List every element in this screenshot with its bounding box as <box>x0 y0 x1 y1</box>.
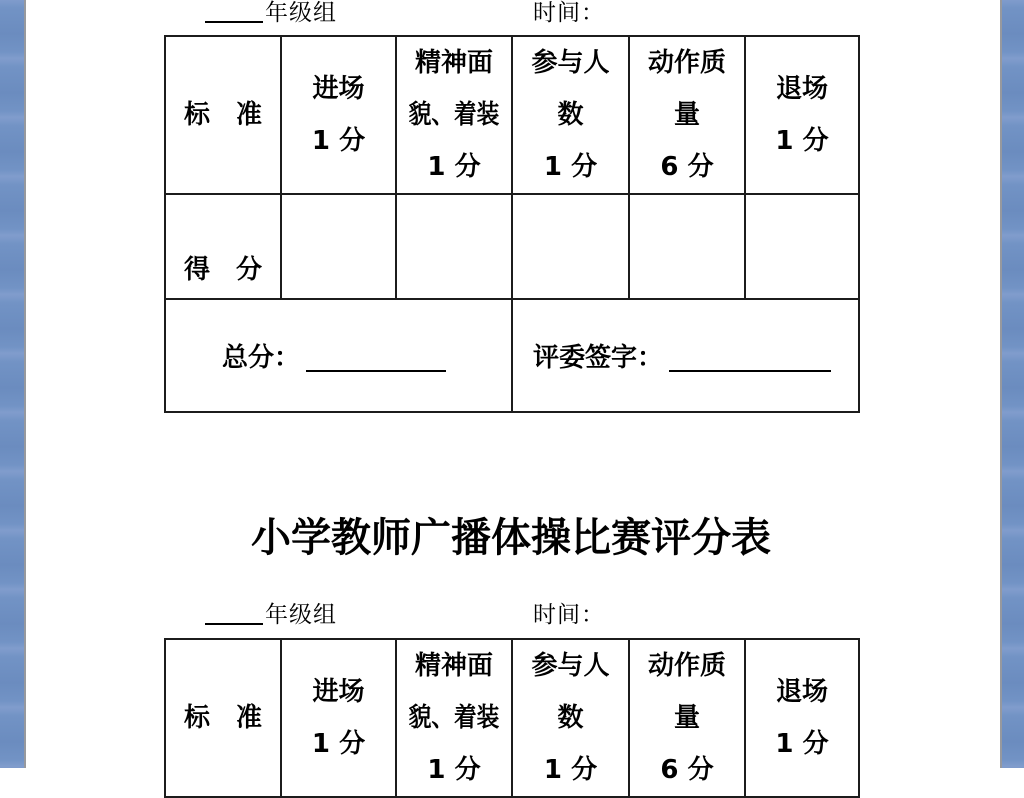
header-cell-participants: 参与人 数 1 分 <box>512 36 629 194</box>
score-participants-cell <box>512 194 629 299</box>
header-row <box>165 36 859 194</box>
header-cell-exit: 退场 1 分 <box>745 639 859 797</box>
grade-blank-line <box>205 21 263 23</box>
time-label: 时间： <box>533 602 605 627</box>
total-label: 总分： <box>222 343 301 373</box>
header-cell-entry: 进场 1 分 <box>281 639 396 797</box>
header-cell-quality: 动作质 量 6 分 <box>629 36 745 194</box>
total-blank-line <box>306 368 446 372</box>
background-right-strip <box>1000 0 1024 768</box>
judge-signature-cell <box>512 299 859 412</box>
score-appearance-cell <box>396 194 512 299</box>
time-label: 时间： <box>533 0 605 25</box>
header-cell-participants: 参与人 数 1 分 <box>512 639 629 797</box>
signature-label: 评委签字： <box>533 343 664 373</box>
score-entry-cell <box>281 194 396 299</box>
header-cell-entry: 进场 1 分 <box>281 36 396 194</box>
score-table-2 <box>164 638 860 798</box>
total-score-cell <box>165 299 512 412</box>
grade-group-label: 年级组 <box>265 0 337 25</box>
document-page <box>26 0 1000 785</box>
header-cell-appearance: 精神面 貌、着装 1 分 <box>396 36 512 194</box>
header-cell-standard: 标 准 <box>165 36 281 194</box>
meta-line-top <box>164 0 858 30</box>
total-row <box>165 299 859 412</box>
background-left-strip <box>0 0 26 768</box>
score-exit-cell <box>745 194 859 299</box>
header-cell-quality: 动作质 量 6 分 <box>629 639 745 797</box>
signature-blank-line <box>669 368 831 372</box>
score-quality-cell <box>629 194 745 299</box>
header-cell-standard: 标 准 <box>165 639 281 797</box>
grade-group-label: 年级组 <box>265 602 337 627</box>
score-row <box>165 194 859 299</box>
header-cell-appearance: 精神面 貌、着装 1 分 <box>396 639 512 797</box>
meta-line-second <box>164 600 858 632</box>
grade-blank-line <box>205 623 263 625</box>
score-label-cell: 得 分 <box>165 194 281 299</box>
header-row <box>165 639 859 797</box>
score-table-1 <box>164 35 860 413</box>
header-cell-exit: 退场 1 分 <box>745 36 859 194</box>
page-title: 小学教师广播体操比赛评分表 <box>251 515 771 560</box>
